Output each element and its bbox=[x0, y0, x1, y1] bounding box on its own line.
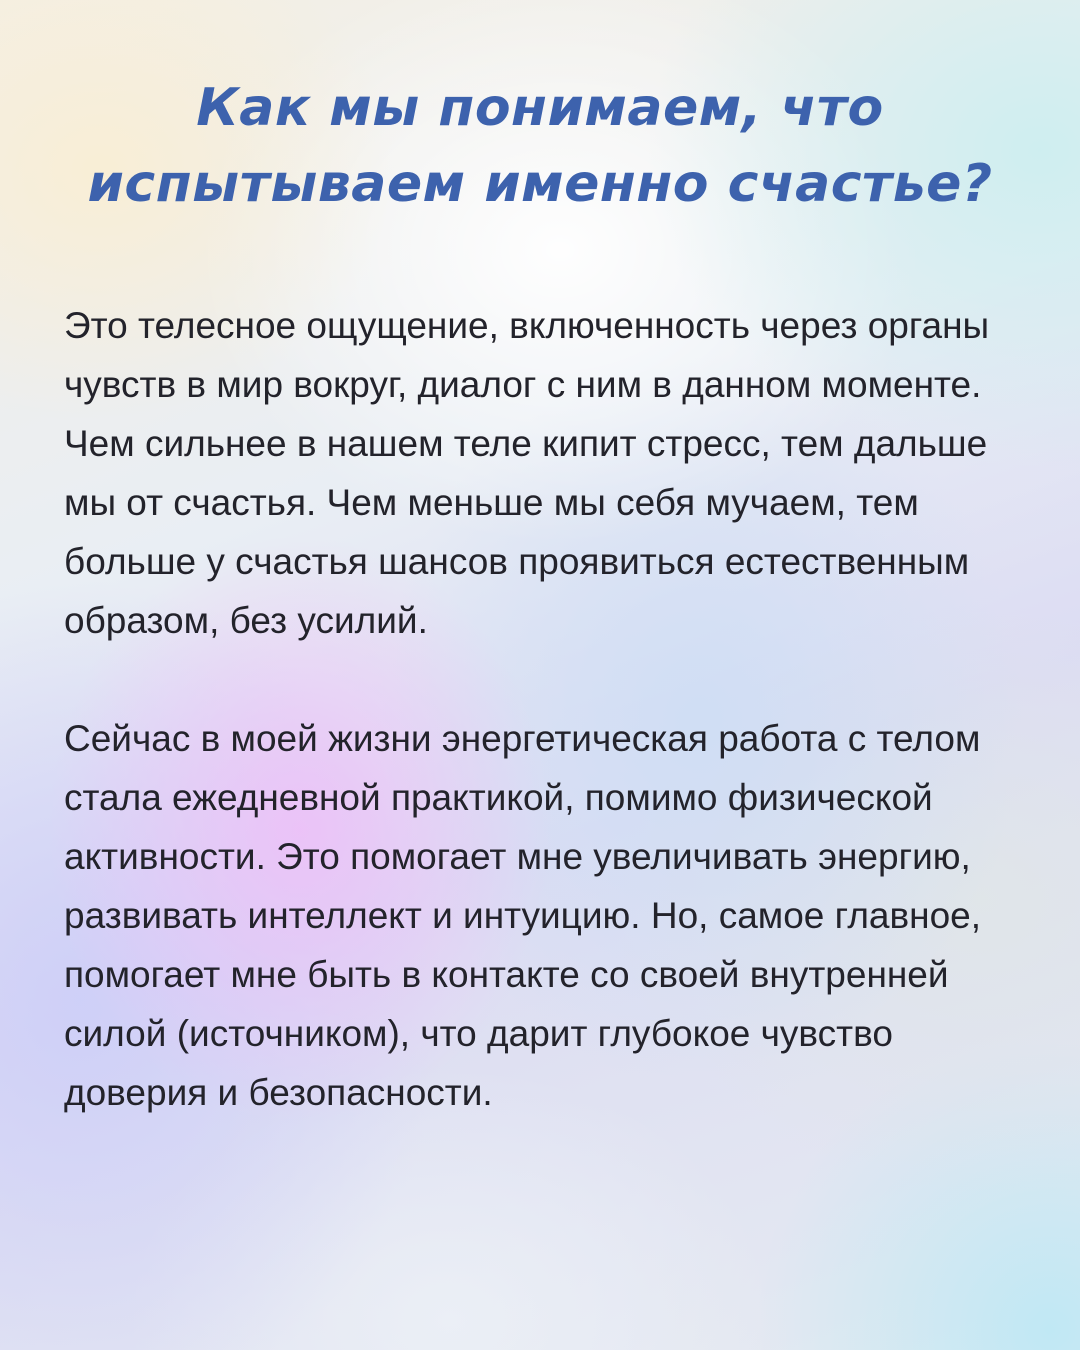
paragraph-1: Это телесное ощущение, включенность через органы чувств в мир вокруг, диалог с ним в данном моменте. Чем сильнее в нашем теле кипит стресс, тем дальше мы от счастья. Чем меньше мы себя мучаем, тем больше у счастья шансов проявиться естественным образом, без усилий. bbox=[64, 305, 990, 641]
slide-title bbox=[40, 70, 1040, 222]
paragraph-2: Сейчас в моей жизни энергетическая работа с телом стала ежедневной практикой, помимо физической активности. Это помогает мне увеличивать энергию, развивать интеллект и интуицию. Но, самое главное, помогает мне быть в контакте со своей внутренней силой (источником), что дарит глубокое чувство доверия и безопасности. bbox=[64, 718, 982, 1113]
slide-title-line-2: испытываем именно счастье? bbox=[87, 154, 993, 214]
slide-body bbox=[64, 296, 1039, 1122]
slide-title-line-1: Как мы понимаем, что bbox=[196, 78, 884, 138]
